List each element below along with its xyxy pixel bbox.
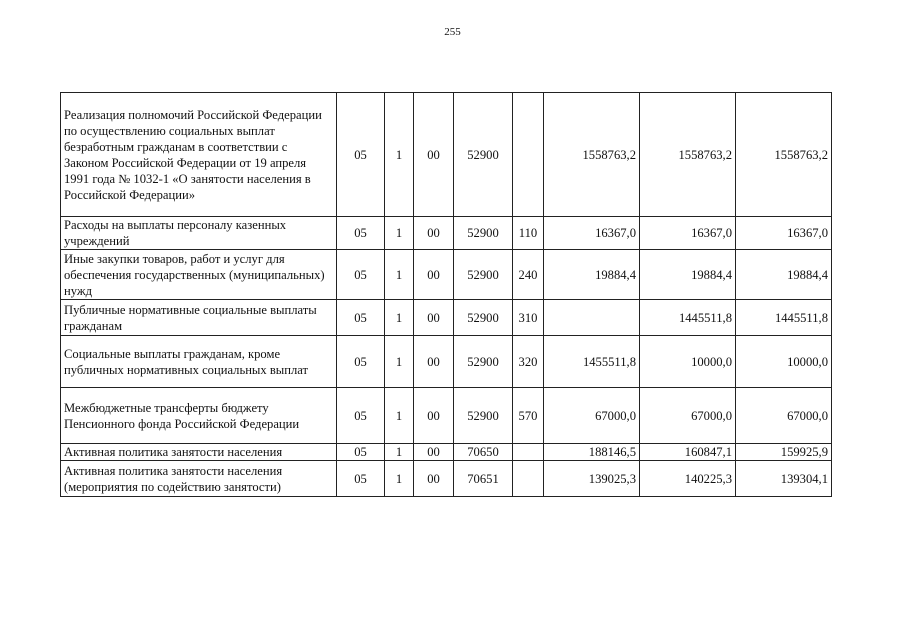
row-name: Активная политика занятости населения (мероприятия по содействию занятости) [61,461,337,497]
table-row [61,336,832,388]
table-row [61,388,832,444]
table-row [61,444,832,461]
subsection-code: 1 [385,388,414,444]
amount-year-1: 19884,4 [544,250,640,300]
section-code: 05 [337,461,385,497]
expense-type-code: 310 [513,300,544,336]
target-article-code: 52900 [454,336,513,388]
amount-year-2: 10000,0 [640,336,736,388]
amount-year-3: 1558763,2 [736,93,832,217]
budget-table [60,92,832,497]
amount-year-2: 16367,0 [640,217,736,250]
subsection-code: 1 [385,461,414,497]
section-code: 05 [337,336,385,388]
expense-type-code [513,461,544,497]
amount-year-1: 1558763,2 [544,93,640,217]
amount-year-2: 1558763,2 [640,93,736,217]
subsection-code: 1 [385,250,414,300]
amount-year-1: 1455511,8 [544,336,640,388]
amount-year-3: 139304,1 [736,461,832,497]
amount-year-2: 160847,1 [640,444,736,461]
target-article-code: 52900 [454,217,513,250]
amount-year-3: 1445511,8 [736,300,832,336]
row-name: Иные закупки товаров, работ и услуг для обеспечения государственных (муниципальных) нужд [61,250,337,300]
target-article-code: 52900 [454,93,513,217]
target-article-code: 70651 [454,461,513,497]
subsection-code: 1 [385,336,414,388]
expense-type-code [513,444,544,461]
row-name: Публичные нормативные социальные выплаты гражданам [61,300,337,336]
program-code: 00 [414,461,454,497]
program-code: 00 [414,300,454,336]
expense-type-code: 320 [513,336,544,388]
table-row [61,461,832,497]
section-code: 05 [337,250,385,300]
row-name: Реализация полномочий Российской Федерации по осуществлению социальных выплат безработным гражданам в соответствии с Законом Российской Федерации от 19 апреля 1991 года № 1032-1 «О занятости населения в Российской Федерации» [61,93,337,217]
subsection-code: 1 [385,444,414,461]
amount-year-3: 10000,0 [736,336,832,388]
section-code: 05 [337,300,385,336]
amount-year-2: 140225,3 [640,461,736,497]
program-code: 00 [414,250,454,300]
expense-type-code: 570 [513,388,544,444]
section-code: 05 [337,444,385,461]
amount-year-3: 159925,9 [736,444,832,461]
amount-year-2: 1445511,8 [640,300,736,336]
expense-type-code [513,93,544,217]
row-name: Межбюджетные трансферты бюджету Пенсионного фонда Российской Федерации [61,388,337,444]
program-code: 00 [414,93,454,217]
target-article-code: 70650 [454,444,513,461]
amount-year-1: 67000,0 [544,388,640,444]
section-code: 05 [337,93,385,217]
amount-year-2: 19884,4 [640,250,736,300]
amount-year-1 [544,300,640,336]
table-row [61,300,832,336]
program-code: 00 [414,336,454,388]
expense-type-code: 110 [513,217,544,250]
subsection-code: 1 [385,217,414,250]
section-code: 05 [337,217,385,250]
amount-year-3: 19884,4 [736,250,832,300]
row-name: Социальные выплаты гражданам, кроме публичных нормативных социальных выплат [61,336,337,388]
page-number: 255 [444,26,461,38]
subsection-code: 1 [385,300,414,336]
expense-type-code: 240 [513,250,544,300]
section-code: 05 [337,388,385,444]
amount-year-3: 67000,0 [736,388,832,444]
target-article-code: 52900 [454,250,513,300]
target-article-code: 52900 [454,300,513,336]
program-code: 00 [414,217,454,250]
amount-year-1: 16367,0 [544,217,640,250]
amount-year-1: 188146,5 [544,444,640,461]
target-article-code: 52900 [454,388,513,444]
amount-year-3: 16367,0 [736,217,832,250]
table-row [61,250,832,300]
row-name: Расходы на выплаты персоналу казенных учреждений [61,217,337,250]
table-row [61,217,832,250]
subsection-code: 1 [385,93,414,217]
amount-year-1: 139025,3 [544,461,640,497]
program-code: 00 [414,444,454,461]
program-code: 00 [414,388,454,444]
row-name: Активная политика занятости населения [61,444,337,461]
table-row [61,93,832,217]
amount-year-2: 67000,0 [640,388,736,444]
